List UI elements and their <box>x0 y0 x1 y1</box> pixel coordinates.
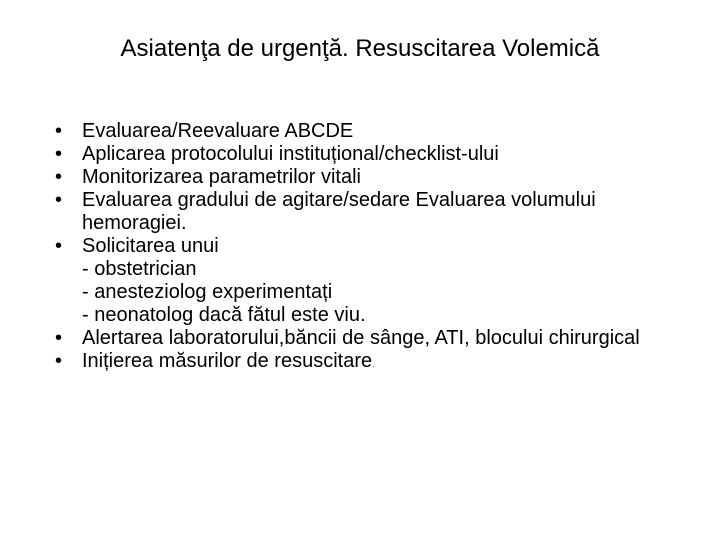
item-text: Evaluarea gradului de agitare/sedare Evaluarea volumului hemoragiei. <box>82 189 596 234</box>
bullet-list <box>55 120 705 376</box>
item-text: Evaluarea/Reevaluare ABCDE <box>82 120 354 142</box>
bullet-icon: • <box>55 235 63 257</box>
list-item <box>55 166 705 189</box>
list-item <box>55 120 705 143</box>
sub-item: - anesteziolog experimentați <box>82 281 333 303</box>
trailing-period: . <box>372 360 375 369</box>
sub-item: - obstetrician <box>82 258 197 280</box>
list-item <box>55 327 705 350</box>
bullet-icon: • <box>55 143 63 165</box>
list-item <box>55 350 705 376</box>
bullet-icon: • <box>55 327 63 349</box>
item-text: Inițierea măsurilor de resuscitare <box>82 350 373 372</box>
bullet-icon: • <box>55 120 63 142</box>
list-item <box>55 235 705 327</box>
bullet-icon: • <box>55 350 63 372</box>
slide-title: Asiatenţa de urgenţă. Resuscitarea Volemică <box>120 35 600 62</box>
list-item <box>55 189 705 235</box>
item-text: Solicitarea unui <box>82 235 219 257</box>
sub-item: - neonatolog dacă fătul este viu. <box>82 304 366 326</box>
bullet-icon: • <box>55 166 63 188</box>
bullet-icon: • <box>55 189 63 211</box>
item-text: Aplicarea protocolului instituțional/checklist-ului <box>82 143 499 165</box>
item-text: Monitorizarea parametrilor vitali <box>82 166 361 188</box>
item-text: Alertarea laboratorului,băncii de sânge, ATI, blocului chirurgical <box>82 327 640 349</box>
list-item <box>55 143 705 166</box>
